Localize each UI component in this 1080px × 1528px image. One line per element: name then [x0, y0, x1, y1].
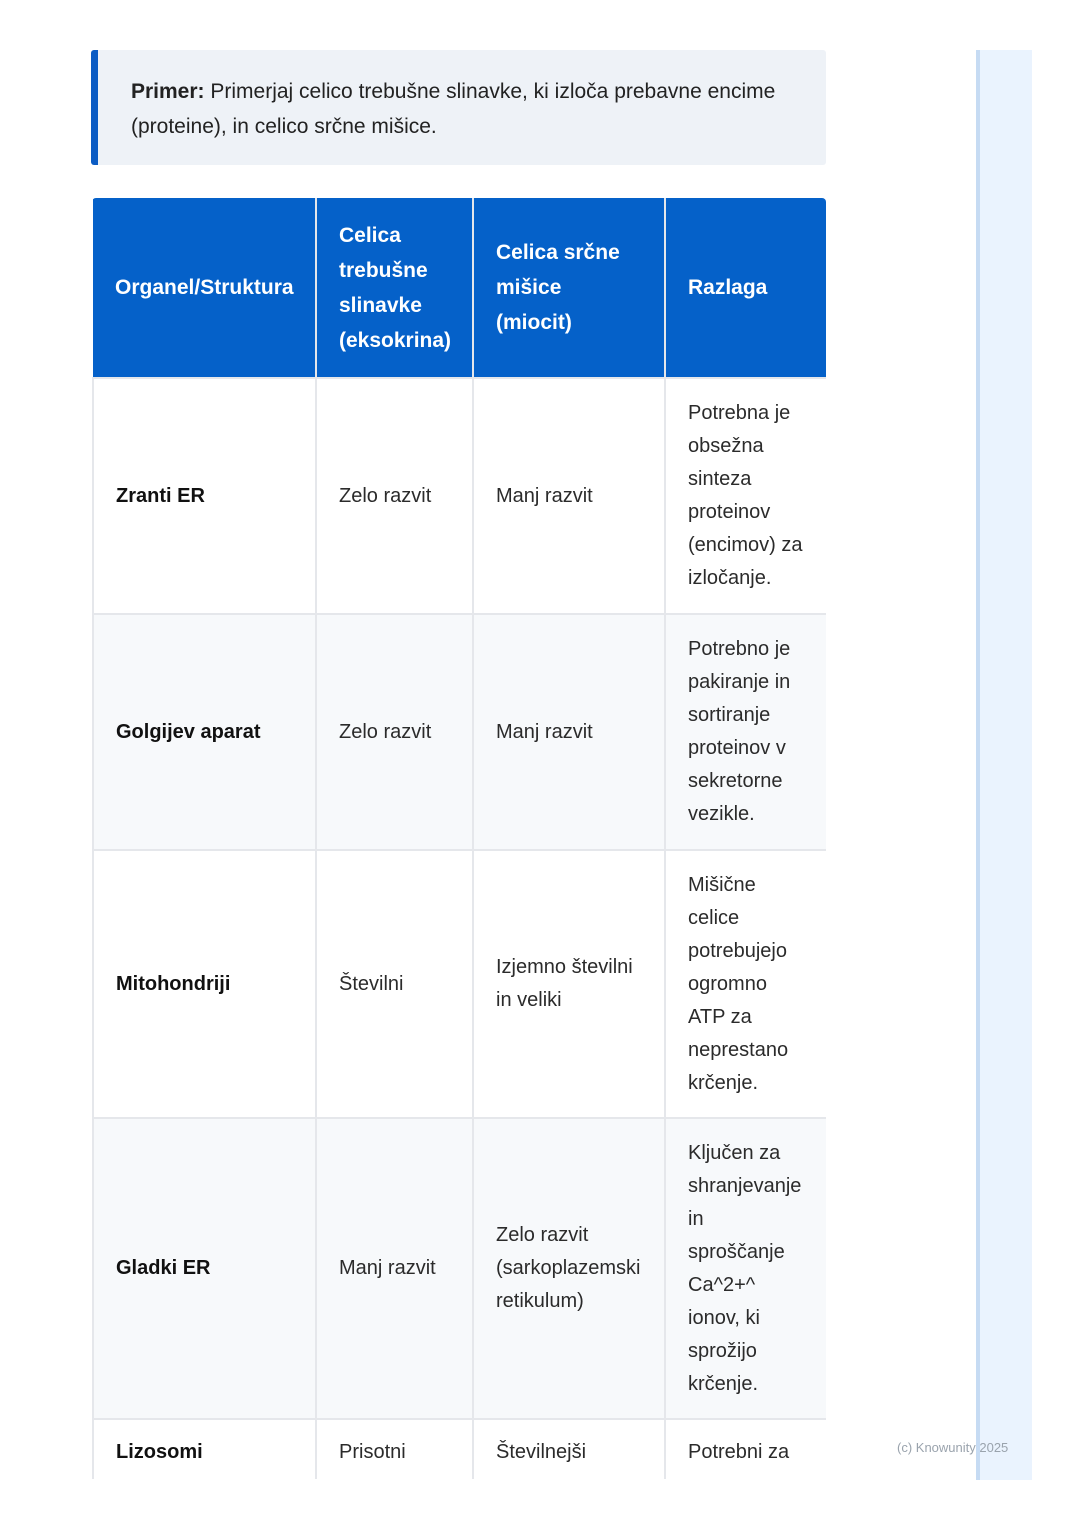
table-cell: Ključen za shranjevanje in sproščanje Ca^2+^ ionov, ki sprožijo krčenje.: [665, 1118, 826, 1419]
row-header-cell: Lizosomi: [93, 1419, 316, 1479]
table-cell: Zelo razvit: [316, 378, 473, 614]
table-cell: Potrebno je pakiranje in sortiranje proteinov v sekretorne vezikle.: [665, 614, 826, 850]
row-header-cell: Zranti ER: [93, 378, 316, 614]
side-panel: [976, 50, 1032, 1480]
table-cell: Mišične celice potrebujejo ogromno ATP za neprestano krčenje.: [665, 850, 826, 1118]
table-cell: Potrebni za: [665, 1419, 826, 1479]
row-header-cell: Gladki ER: [93, 1118, 316, 1419]
row-header-cell: Mitohondriji: [93, 850, 316, 1118]
column-header: Celica srčne mišice (miocit): [473, 198, 665, 378]
table-cell: Potrebna je obsežna sinteza proteinov (encimov) za izločanje.: [665, 378, 826, 614]
column-header: Organel/Struktura: [93, 198, 316, 378]
table-row: [93, 378, 826, 614]
table-row: [93, 614, 826, 850]
table-cell: Prisotni: [316, 1419, 473, 1479]
table-cell: Zelo razvit (sarkoplazemski retikulum): [473, 1118, 665, 1419]
table-cell: Manj razvit: [316, 1118, 473, 1419]
callout-label: Primer:: [131, 80, 205, 103]
table-row: [93, 1118, 826, 1419]
table-cell: Številnejši: [473, 1419, 665, 1479]
copyright-notice: (c) Knowunity 2025: [897, 1440, 1009, 1455]
table-cell: Zelo razvit: [316, 614, 473, 850]
row-header-cell: Golgijev aparat: [93, 614, 316, 850]
table-cell: Manj razvit: [473, 378, 665, 614]
callout-text: Primerjaj celico trebušne slinavke, ki izloča prebavne encime (proteine), in celico srčne mišice.: [131, 80, 776, 138]
table-row: [93, 850, 826, 1118]
table-row: [93, 1419, 826, 1479]
column-header: Razlaga: [665, 198, 826, 378]
table-cell: Manj razvit: [473, 614, 665, 850]
table-header-row: [93, 198, 826, 378]
example-callout: [91, 50, 826, 165]
column-header: Celica trebušne slinavke (eksokrina): [316, 198, 473, 378]
table-cell: Številni: [316, 850, 473, 1118]
comparison-table-wrapper: [92, 198, 826, 1479]
comparison-table: [92, 198, 826, 1479]
table-cell: Izjemno številni in veliki: [473, 850, 665, 1118]
